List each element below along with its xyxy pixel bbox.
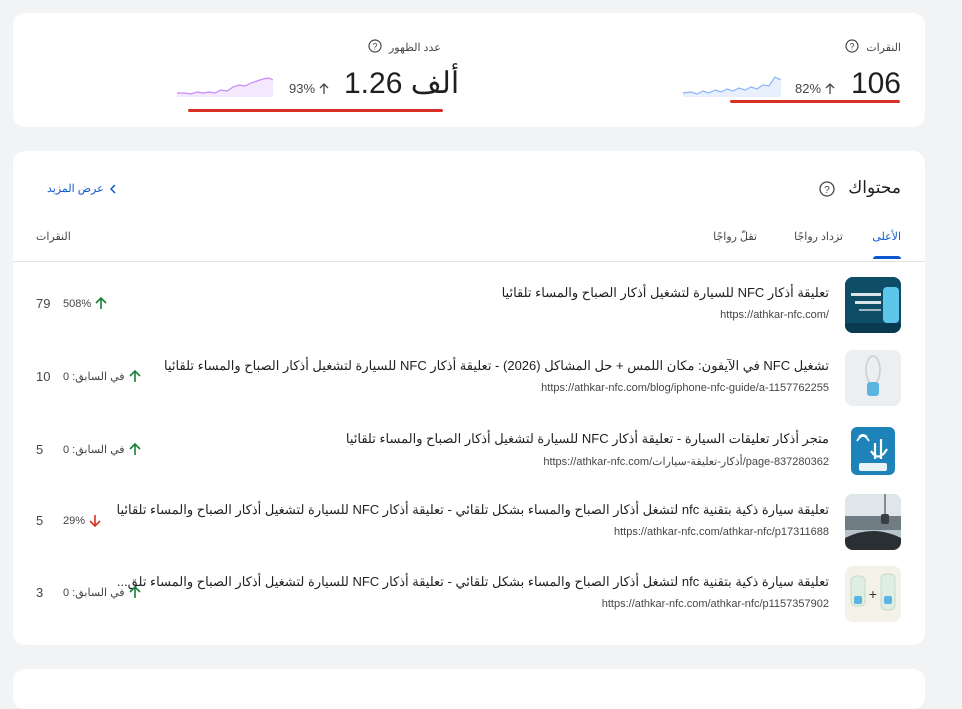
arrow-up-icon bbox=[129, 370, 141, 383]
performance-summary-card bbox=[13, 13, 925, 127]
your-content-card bbox=[13, 151, 925, 645]
svg-text:+: + bbox=[868, 586, 878, 602]
clicks-change: في السابق: 0 bbox=[63, 370, 141, 383]
content-row[interactable] bbox=[13, 494, 925, 566]
content-row[interactable] bbox=[13, 423, 925, 495]
tab-active-indicator bbox=[873, 256, 901, 259]
content-row[interactable] bbox=[13, 277, 925, 349]
arrow-down-icon bbox=[89, 514, 101, 527]
page-url: https://athkar-nfc.com/athkar-nfc/p1157357902 bbox=[601, 598, 829, 610]
tab-top[interactable]: الأعلى bbox=[872, 231, 901, 243]
clicks-count: 5 bbox=[36, 513, 44, 528]
svg-text:?: ? bbox=[372, 41, 378, 52]
next-section-card bbox=[13, 669, 925, 709]
clicks-count: 10 bbox=[36, 369, 51, 384]
hanging-tag-icon bbox=[845, 350, 901, 406]
impressions-delta: 93% bbox=[289, 81, 329, 96]
help-icon[interactable] bbox=[368, 39, 382, 53]
content-row[interactable] bbox=[13, 566, 925, 638]
clicks-change: في السابق: 0 bbox=[63, 586, 141, 599]
page-url: https://athkar-nfc.com/athkar-nfc/p17311688 bbox=[613, 526, 829, 538]
clicks-delta: 82% bbox=[795, 81, 835, 96]
help-icon[interactable] bbox=[845, 39, 859, 53]
page-url: https://athkar-nfc.com/blog/iphone-nfc-guide/a-1157762255 bbox=[541, 382, 829, 394]
page-title: تعليقة أذكار NFC للسيارة لتشغيل أذكار الصباح والمساء تلقائيا bbox=[501, 285, 829, 300]
help-icon[interactable] bbox=[819, 181, 835, 197]
impressions-value: 1.26 ألف bbox=[344, 67, 460, 100]
chevron-left-icon bbox=[110, 184, 116, 194]
clicks-sparkline bbox=[683, 73, 781, 97]
arrow-up-icon bbox=[825, 83, 835, 95]
clicks-count: 79 bbox=[36, 296, 51, 311]
clicks-label: النقرات bbox=[866, 42, 901, 54]
arrow-up-icon bbox=[129, 586, 141, 599]
svg-text:?: ? bbox=[849, 41, 855, 52]
nfc-tag-product-icon bbox=[845, 277, 901, 333]
impressions-underline bbox=[188, 109, 443, 112]
section-title: محتواك bbox=[848, 178, 901, 197]
clicks-change: 29% bbox=[63, 514, 101, 527]
content-row[interactable] bbox=[13, 350, 925, 422]
clicks-underline bbox=[730, 100, 900, 103]
clicks-value: 106 bbox=[850, 67, 901, 100]
car-mirror-tag-icon bbox=[845, 494, 901, 550]
svg-text:?: ? bbox=[824, 185, 830, 196]
page-title: تعليقة سيارة ذكية بتقنية nfc لتشغل أذكار الصباح والمساء بشكل تلقائي - تعليقة أذكار NFC للسيارة لتشغيل أذكار الصباح والمساء تلق... bbox=[116, 574, 829, 589]
tab-falling[interactable]: تقلّ رواجًا bbox=[713, 231, 757, 243]
clicks-column-header: النقرات bbox=[36, 231, 71, 243]
clicks-count: 3 bbox=[36, 585, 44, 600]
page-url: https://athkar-nfc.com/ bbox=[720, 309, 829, 321]
arrow-up-icon bbox=[319, 83, 329, 95]
tab-rising[interactable]: تزداد رواجًا bbox=[794, 231, 843, 243]
page-title: متجر أذكار تعليقات السيارة - تعليقة أذكار NFC للسيارة لتشغيل أذكار الصباح والمساء تلقائيا bbox=[345, 431, 829, 446]
divider bbox=[13, 261, 925, 262]
arrow-up-icon bbox=[129, 443, 141, 456]
page-url: https://athkar-nfc.com/أذكار-تعليقة-سيارات/page-837280362 bbox=[543, 456, 829, 468]
page-title: تعليقة سيارة ذكية بتقنية nfc لتشغل أذكار الصباح والمساء بشكل تلقائي - تعليقة أذكار NFC للسيارة لتشغيل أذكار الصباح والمساء تلقائيا bbox=[116, 502, 829, 517]
athkar-nfc-logo-icon bbox=[845, 423, 901, 479]
impressions-label: عدد الظهور bbox=[389, 42, 441, 54]
show-more-link[interactable]: عرض المزيد bbox=[47, 182, 116, 195]
clicks-count: 5 bbox=[36, 442, 44, 457]
product-bundle-icon bbox=[845, 566, 901, 622]
impressions-sparkline bbox=[177, 73, 273, 97]
page-title: تشغيل NFC في الآيفون: مكان اللمس + حل المشاكل (2026) - تعليقة أذكار NFC للسيارة لتشغيل أذكار الصباح والمساء تلقائيا bbox=[164, 358, 829, 373]
clicks-change: 508% bbox=[63, 297, 107, 310]
clicks-change: في السابق: 0 bbox=[63, 443, 141, 456]
arrow-up-icon bbox=[95, 297, 107, 310]
